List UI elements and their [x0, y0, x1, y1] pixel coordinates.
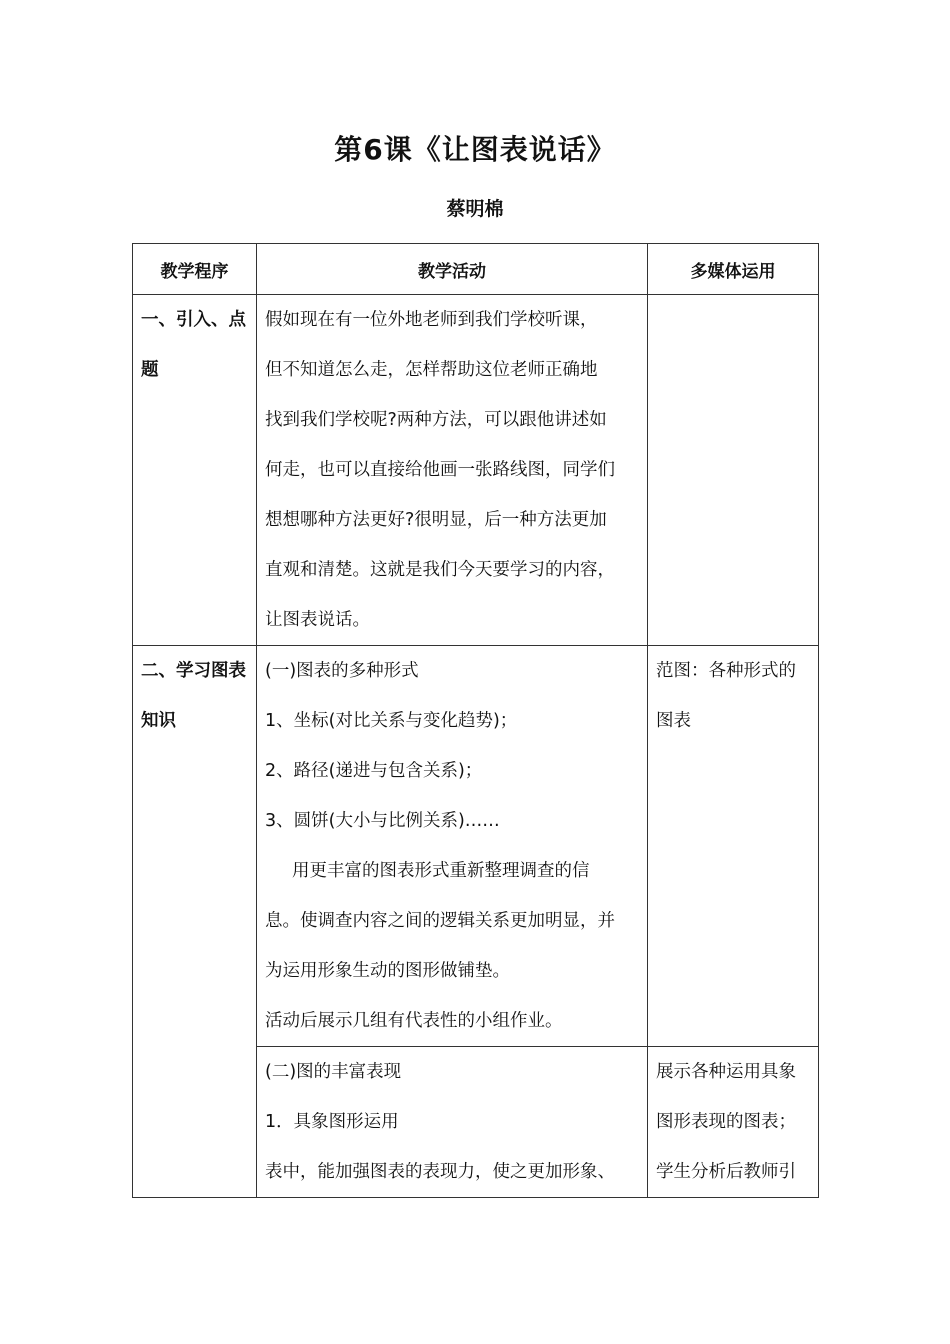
table-row [133, 646, 819, 1047]
header-teaching-activity: 教学活动 [257, 244, 648, 295]
author-name: 蔡明棉 [446, 198, 504, 220]
activity-line: 找到我们学校呢?两种方法，可以跟他讲述如 [265, 410, 607, 430]
activity-line: 息。使调查内容之间的逻辑关系更加明显，并 [265, 911, 615, 931]
activity-line: (一)图表的多种形式 [265, 661, 419, 681]
stage-cell [133, 646, 257, 1198]
lesson-plan-table [132, 243, 819, 1198]
media-cell [648, 295, 819, 646]
stage-intro: 一、引入、点题 [141, 310, 246, 380]
activity-cell [257, 1047, 648, 1198]
document-title: 第6课《让图表说话》 [334, 133, 616, 166]
activity-text [257, 1047, 647, 1197]
activity-line: (二)图的丰富表现 [265, 1062, 402, 1082]
stage-learn-chart-knowledge: 二、学习图表知识 [141, 661, 246, 731]
media-cell [648, 646, 819, 1047]
media-text: 展示各种运用具象图形表现的图表；学生分析后教师引 [656, 1062, 796, 1182]
activity-line: 让图表说话。 [265, 610, 370, 630]
activity-line: 直观和清楚。这就是我们今天要学习的内容， [265, 560, 615, 580]
activity-line: 但不知道怎么走，怎样帮助这位老师正确地 [265, 360, 598, 380]
activity-text [257, 295, 647, 645]
header-multimedia-use: 多媒体运用 [648, 244, 819, 295]
activity-line: 活动后展示几组有代表性的小组作业。 [265, 1011, 563, 1031]
media-cell [648, 1047, 819, 1198]
activity-line: 表中，能加强图表的表现力，使之更加形象、 [265, 1162, 615, 1182]
activity-line: 2、路径(递进与包含关系)； [265, 761, 483, 781]
activity-line: 何走，也可以直接给他画一张路线图，同学们 [265, 460, 615, 480]
activity-text [257, 646, 647, 1046]
activity-line: 1．具象图形运用 [265, 1112, 399, 1132]
header-teaching-procedure: 教学程序 [133, 244, 257, 295]
activity-line: 假如现在有一位外地老师到我们学校听课， [265, 310, 598, 330]
table-row [133, 295, 819, 646]
activity-line: 想想哪种方法更好?很明显，后一种方法更加 [265, 510, 607, 530]
table-header-row [133, 244, 819, 295]
media-text: 范图：各种形式的图表 [656, 661, 796, 731]
activity-line: 3、圆饼(大小与比例关系)…… [265, 811, 500, 831]
activity-line: 用更丰富的图表形式重新整理调查的信 [292, 861, 590, 881]
activity-cell [257, 646, 648, 1047]
activity-line: 为运用形象生动的图形做铺垫。 [265, 961, 510, 981]
stage-cell [133, 295, 257, 646]
activity-cell [257, 295, 648, 646]
activity-line: 1、坐标(对比关系与变化趋势)； [265, 711, 518, 731]
